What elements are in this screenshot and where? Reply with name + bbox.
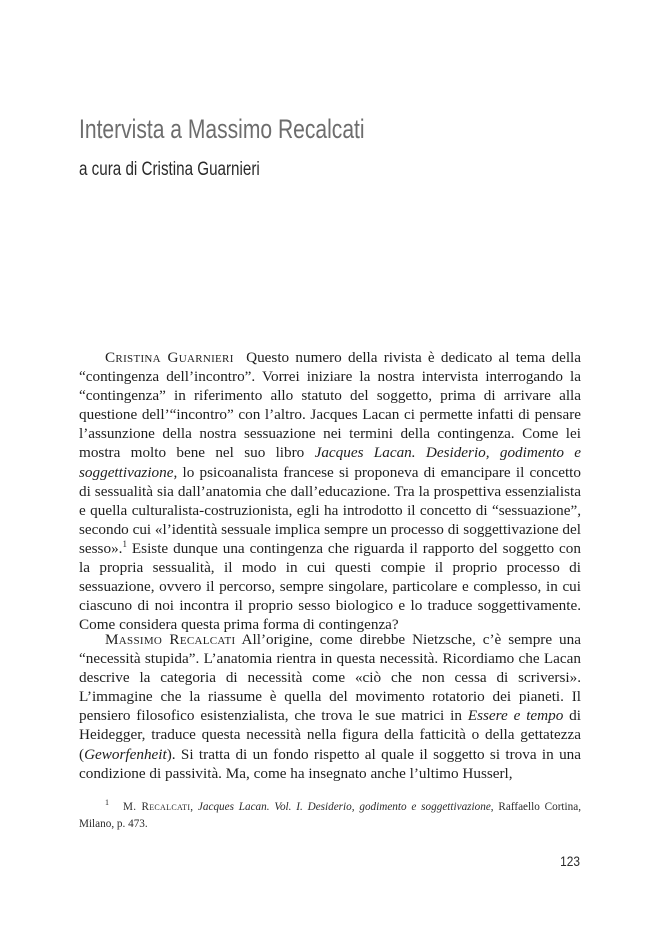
article-subtitle: a cura di Cristina Guarnieri bbox=[79, 159, 260, 180]
footnote-publication-info: , Raffaello Cortina, Milano, p. 473. bbox=[79, 801, 582, 830]
page-number: 123 bbox=[560, 853, 580, 869]
book-title-italic: Jacques Lacan. Desiderio, godimento e soggettivazione bbox=[79, 444, 582, 481]
answer-paragraph bbox=[79, 630, 581, 783]
answer-text-part2: di Heidegger, traduce questa necessità nella figura della fatticità o della gettatezza ( bbox=[79, 707, 581, 763]
footnote-separator: , bbox=[190, 801, 198, 813]
work-term-geworfenheit: Geworfenheit bbox=[84, 745, 167, 763]
question-text-part3: Esiste dunque una contingenza che riguarda il rapporto del soggetto con la propria sessualità, il modo in cui questi compie il proprio processo di sessuazione, ovvero il percorso, sempre singolare, particolare e complesso, in cui ciascuno di noi incontra il proprio sesso biologico e lo traduce soggettivamente. Come considera questa prima forma di contingenza? bbox=[79, 539, 581, 634]
footnote-author: M. Recalcati bbox=[123, 801, 191, 813]
work-title-essere-e-tempo: Essere e tempo bbox=[467, 707, 564, 725]
footnote-number: 1 bbox=[105, 798, 109, 808]
speaker-name-guarnieri: Cristina Guarnieri bbox=[105, 349, 234, 366]
footnote-book-title: Jacques Lacan. Vol. I. Desiderio, godimento e soggettivazione bbox=[197, 801, 491, 813]
answer-text-part1: All’origine, come direbbe Nietzsche, c’è sempre una “necessità stupida”. L’anatomia rientra in questa necessità. Ricordiamo che Lacan descrive la categoria di necessità come «ciò che non cessa di scriversi». L’immagine che la riassume è quella del movimento rotatorio dei pianeti. Il pensiero filosofico esistenzialista, che trova le sue matrici in bbox=[79, 631, 581, 725]
question-text-part1: Questo numero della rivista è dedicato al tema della “contingenza dell’incontro”. Vorrei iniziare la nostra intervista interrogando la “contingenza” in riferimento allo statuto del soggetto, prima di arrivare alla questione dell’“incontro” con l’altro. Jacques Lacan ci permette infatti di pensare l’assunzione della nostra sessuazione nei termini della contingenza. Come lei mostra molto bene nel suo libro bbox=[79, 349, 582, 462]
article-title: Intervista a Massimo Recalcati bbox=[79, 114, 365, 144]
speaker-name-recalcati: Massimo Recalcati bbox=[105, 631, 236, 648]
footnote bbox=[79, 799, 581, 833]
question-paragraph bbox=[79, 348, 581, 634]
answer-text-part3: ). Si tratta di un fondo rispetto al quale il soggetto si trova in una condizione di passività. Ma, come ha insegnato anche l’ultimo Husserl, bbox=[79, 745, 581, 782]
footnote-reference[interactable]: 1 bbox=[122, 538, 127, 549]
question-text-part2: , lo psicoanalista francese si proponeva di emancipare il concetto di sessualità sia dall’anatomia che dall’educazione. Tra la prospettiva essenzialista e quella culturalista-costruzionista, egli ha introdotto il concetto di “sessuazione”, secondo cui «l’identità sessuale implica sempre un processo di soggettivazione del sesso». bbox=[79, 463, 581, 557]
